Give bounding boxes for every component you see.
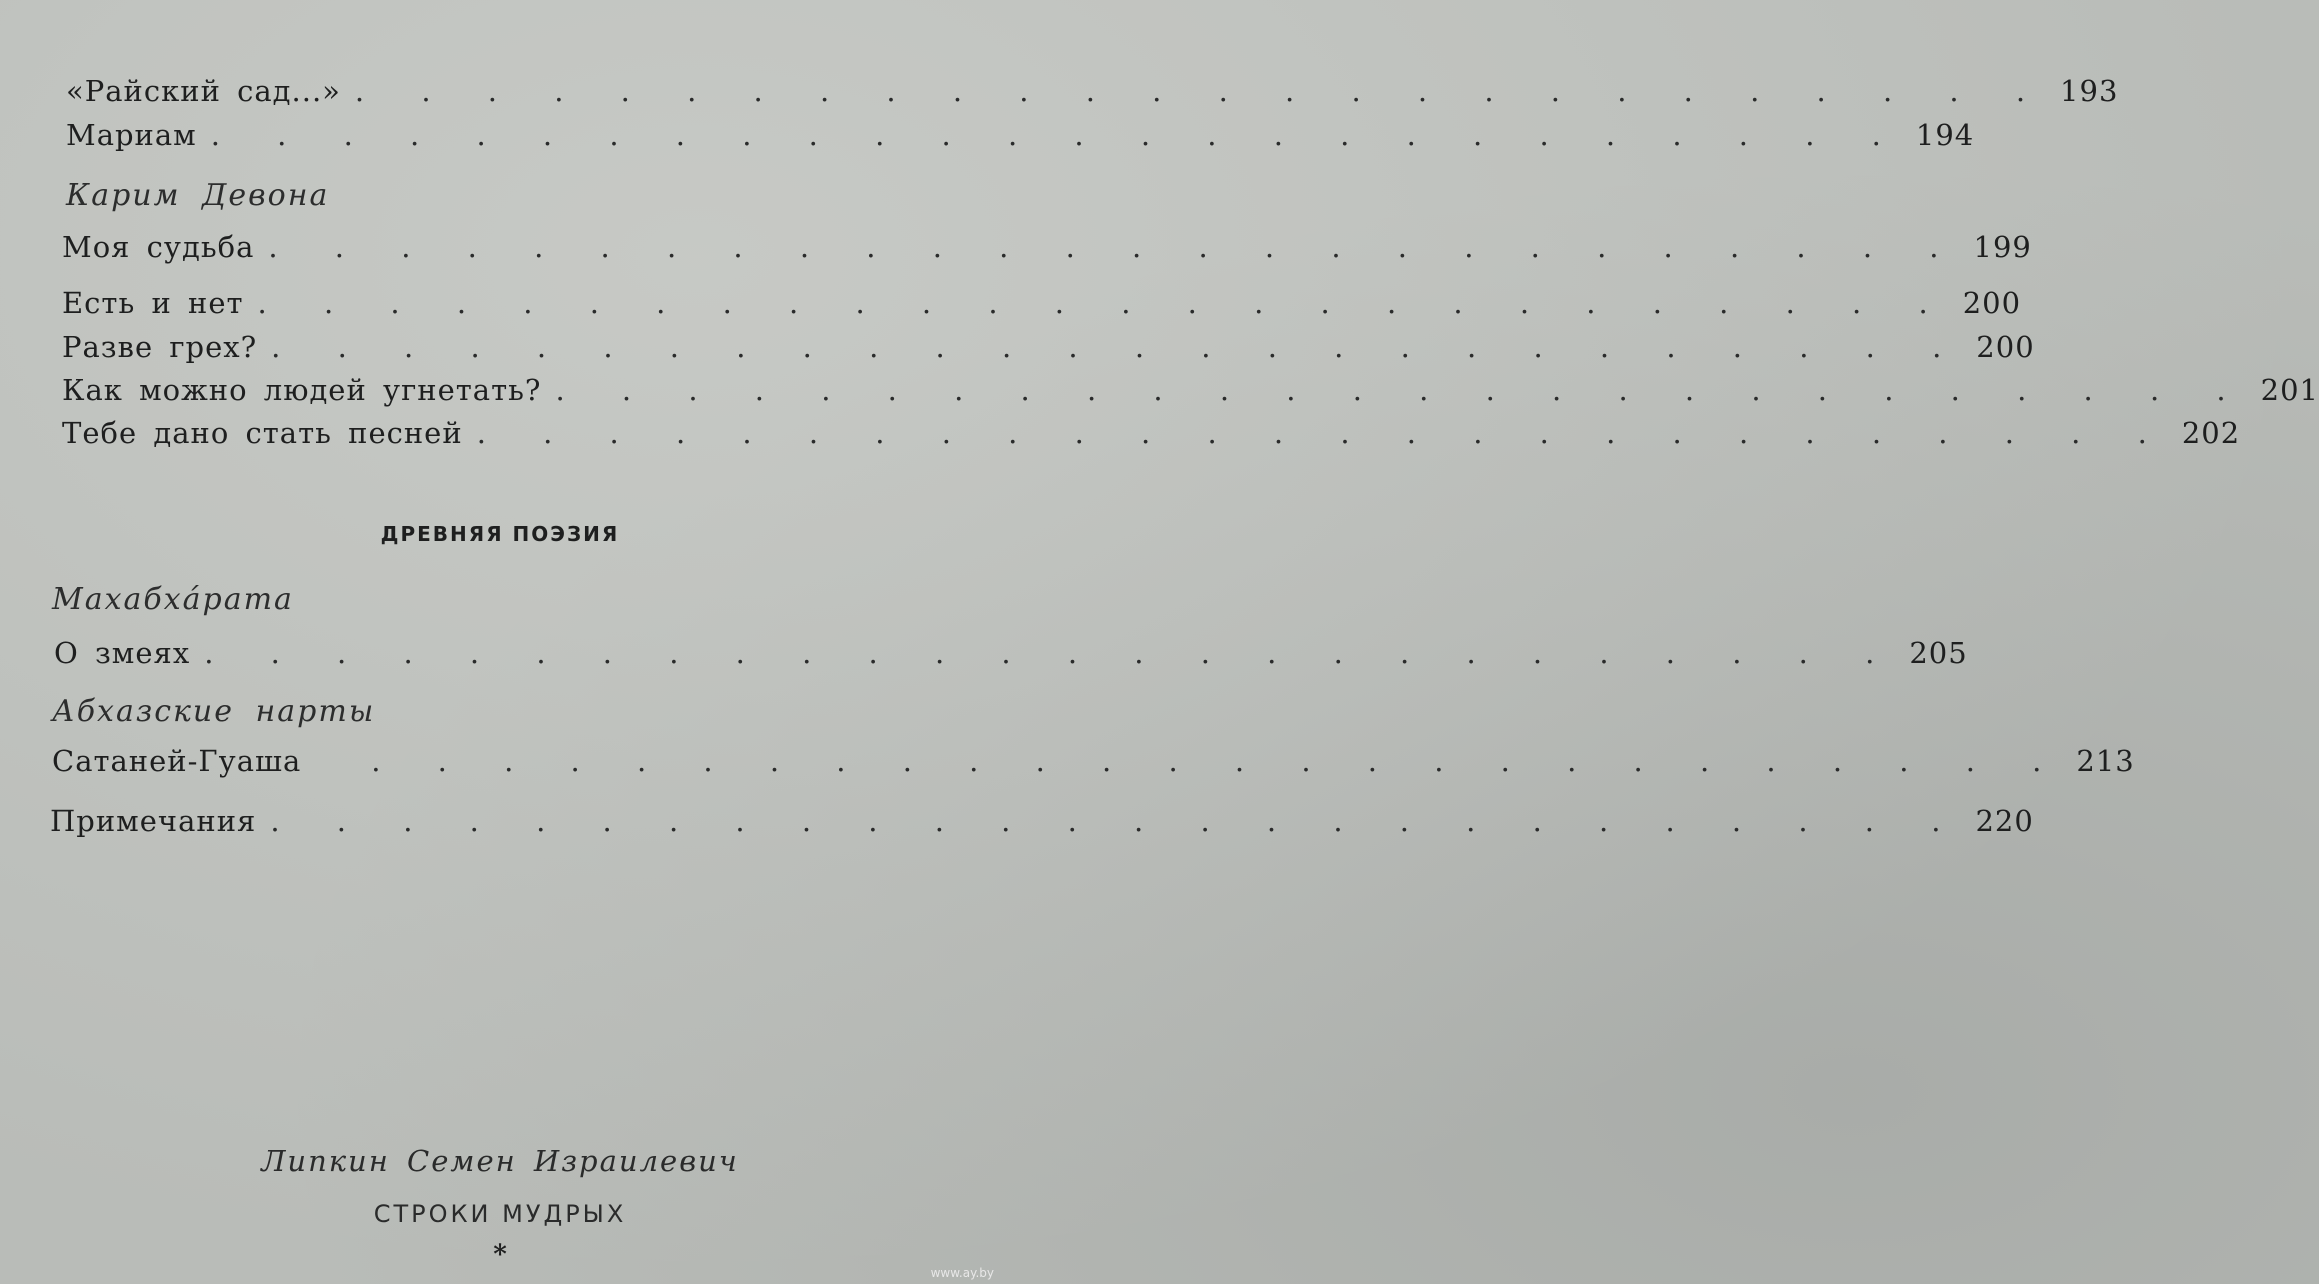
toc-entry — [62, 230, 2032, 264]
toc-entry — [62, 330, 2035, 364]
toc-entry — [50, 804, 2034, 838]
colophon-book-title: СТРОКИ МУДРЫХ — [373, 1200, 627, 1228]
watermark: www.ay.by — [930, 1266, 994, 1280]
dot-leader: . . . . . . . . . . . . . . . . . . . . . . . . . . — [257, 286, 1949, 320]
toc-entry — [62, 373, 2319, 407]
section-heading: ДРЕВНЯЯ ПОЭЗИЯ — [380, 522, 620, 546]
toc-entry-page: 194 — [1915, 118, 1975, 152]
asterisk-ornament: * — [493, 1240, 507, 1270]
dot-leader: . . . . . . . . . . . . . . . . . . . . . . . . . . — [204, 636, 1896, 670]
toc-entry-title: Как можно людей угнетать? — [62, 373, 542, 407]
toc-entry-page: 193 — [2060, 74, 2119, 108]
dot-leader: . . . . . . . . . . . . . . . . . . . . . . . . . . — [354, 74, 2047, 108]
dot-leader: . . . . . . . . . . . . . . . . . . . . . . . . . . — [476, 416, 2168, 450]
dot-leader: . . . . . . . . . . . . . . . . . . . . . . . . . . — [268, 230, 1960, 264]
toc-entry-page: 201 — [2260, 373, 2319, 407]
toc-entry-page: 213 — [2076, 744, 2135, 778]
toc-entry-page: 202 — [2181, 416, 2241, 450]
author-heading: Абхазские нарты — [52, 694, 376, 729]
toc-entry — [52, 744, 2135, 778]
toc-entry-page: 200 — [1962, 286, 2022, 320]
toc-entry-title: «Райский сад...» — [66, 74, 341, 108]
toc-entry — [62, 286, 2022, 320]
toc-entry-page: 199 — [1973, 230, 2032, 264]
toc-entry-page: 205 — [1909, 636, 1968, 670]
toc-entry-page: 200 — [1976, 330, 2035, 364]
dot-leader: . . . . . . . . . . . . . . . . . . . . . . . . . . — [271, 330, 1963, 364]
dot-leader: . . . . . . . . . . . . . . . . . . . . . . . . . . — [210, 118, 1902, 152]
toc-entry-title: О змеях — [54, 636, 191, 670]
dot-leader: . . . . . . . . . . . . . . . . . . . . . . . . . . — [555, 373, 2247, 407]
toc-entry-page: 220 — [1975, 804, 2034, 838]
toc-entry-title: Тебе дано стать песней — [62, 416, 463, 450]
toc-entry-title: Моя судьба — [62, 230, 255, 264]
toc-entry-title: Примечания — [50, 804, 257, 838]
toc-entry — [66, 118, 1975, 152]
dot-leader: . . . . . . . . . . . . . . . . . . . . . . . . . . — [270, 804, 1962, 838]
dot-leader: . . . . . . . . . . . . . . . . . . . . . . . . . . — [371, 744, 2063, 778]
toc-entry — [66, 74, 2119, 108]
colophon-author: Липкин Семен Израилевич — [261, 1144, 739, 1178]
toc-entry — [62, 416, 2241, 450]
author-heading: Карим Девона — [66, 178, 330, 213]
toc-entry-title: Разве грех? — [62, 330, 258, 364]
author-heading: Махабхáрата — [52, 582, 294, 617]
toc-entry — [54, 636, 1968, 670]
toc-entry-title: Мариам — [66, 118, 197, 152]
toc-entry-title: Есть и нет — [62, 286, 244, 320]
toc-entry-title: Сатаней-Гуаша — [52, 744, 302, 778]
